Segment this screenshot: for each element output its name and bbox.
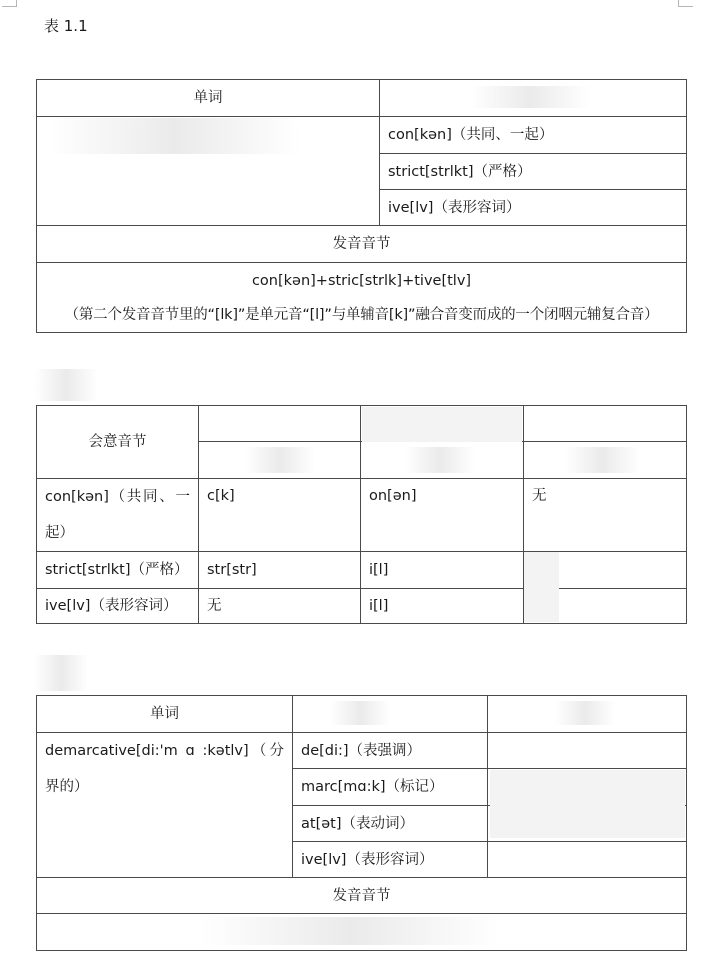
row-cell: on[ən] bbox=[361, 479, 524, 552]
blank-cell bbox=[488, 842, 687, 878]
word-header: 单词 bbox=[37, 80, 380, 117]
row-cell: i[l] bbox=[361, 552, 524, 589]
row-word: con[kən]（共同、一起） bbox=[37, 479, 199, 552]
syllable-cell: ive[lv]（表形容词） bbox=[380, 190, 687, 226]
syllable-cell: strict[strlkt]（严格） bbox=[380, 154, 687, 190]
blurred-header-block bbox=[362, 407, 522, 442]
row-cell: 无 bbox=[199, 589, 361, 624]
word-cell: demarcative[di:'m ɑ :kətlv]（分界的） bbox=[37, 733, 293, 878]
blurred-header-text bbox=[555, 701, 615, 725]
header-cell bbox=[199, 406, 361, 442]
row-word: strict[strlkt]（严格） bbox=[37, 552, 199, 589]
row-word: ive[lv]（表形容词） bbox=[37, 589, 199, 624]
blurred-cell bbox=[490, 770, 685, 838]
blank-cell bbox=[488, 733, 687, 769]
header-cell bbox=[524, 406, 687, 442]
blurred-cell bbox=[524, 552, 559, 622]
pronunciation-cell bbox=[37, 263, 687, 333]
blank-header-cell bbox=[293, 696, 488, 733]
blurred-subheader bbox=[245, 447, 315, 473]
part-cell: at[ət]（表动词） bbox=[293, 806, 488, 842]
meaning-syllable-header: 会意音节 bbox=[37, 406, 199, 479]
blurred-subheader bbox=[405, 447, 475, 473]
pronunciation-header: 发音音节 bbox=[37, 226, 687, 263]
blurred-caption bbox=[34, 655, 88, 691]
blurred-header-text bbox=[330, 701, 390, 725]
part-cell: marc[mɑ:k]（标记） bbox=[293, 769, 488, 806]
pronunciation-header: 发音音节 bbox=[37, 878, 687, 914]
table-caption: 表 1.1 bbox=[44, 17, 88, 35]
row-cell: 无 bbox=[524, 479, 687, 552]
blurred-subheader bbox=[565, 447, 640, 473]
pronunciation-note: （第二个发音音节里的“[lk]”是单元音“[l]”与单辅音[k]”融合音变而成的一个闭咽元辅复合音） bbox=[64, 306, 659, 323]
blurred-pronunciation bbox=[200, 917, 500, 945]
part-cell: de[di:]（表强调） bbox=[293, 733, 488, 769]
syllable-cell: con[kən]（共同、一起） bbox=[380, 117, 687, 154]
blurred-word-text bbox=[50, 118, 300, 154]
row-cell: str[str] bbox=[199, 552, 361, 589]
page-corner-mark-left bbox=[2, 0, 17, 7]
blurred-header-text bbox=[470, 86, 590, 108]
blurred-caption bbox=[34, 369, 98, 401]
part-cell: ive[lv]（表形容词） bbox=[293, 842, 488, 878]
row-cell: i[l] bbox=[361, 589, 524, 624]
pronunciation-line: con[kən]+stric[strlk]+tive[tlv] bbox=[251, 272, 472, 289]
page-corner-mark-right bbox=[678, 0, 693, 7]
row-cell: c[k] bbox=[199, 479, 361, 552]
word-header: 单词 bbox=[37, 696, 293, 733]
